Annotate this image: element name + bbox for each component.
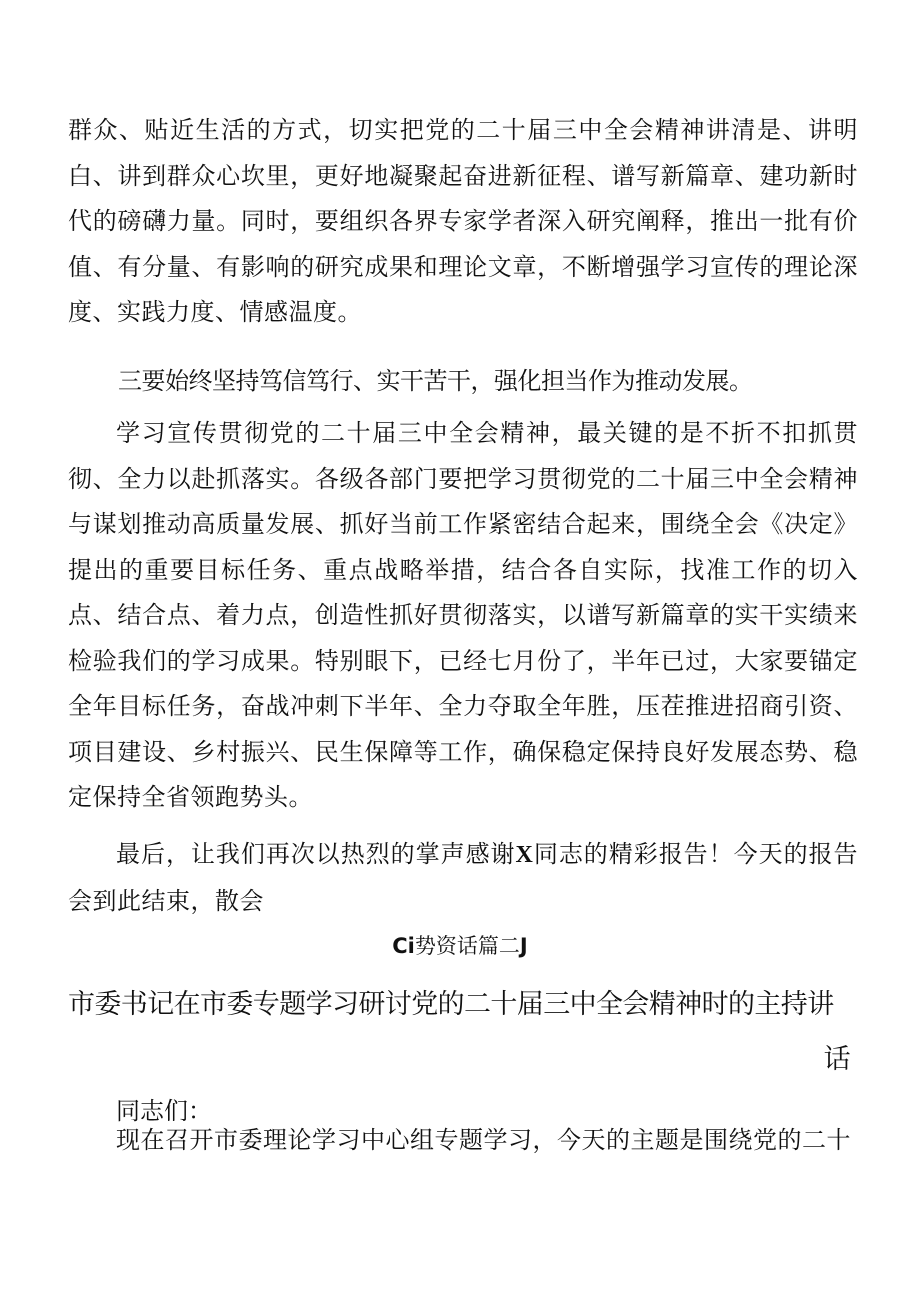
section-label-prefix: Ci [392, 934, 415, 958]
document-title-line1: 市委书记在市委专题学习研讨党的二十届三中全会精神时的主持讲 [68, 989, 834, 1020]
paragraph-closing [68, 832, 858, 924]
greeting: 同志们： [116, 1097, 212, 1125]
closing-text-end: 同志的精彩报告！今天的报告会到此结束，散会 [68, 840, 859, 915]
document-title-line2: 话 [823, 1044, 850, 1075]
section-label-suffix: J [519, 934, 528, 958]
section-label-middle: 势资话篇二 [414, 934, 520, 958]
closing-text-start: 最后，让我们再次以热烈的掌声感谢 [116, 840, 516, 868]
paragraph-implementation: 学习宣传贯彻党的二十届三中全会精神，最关键的是不折不扣抓贯彻、全力以赴抓落实。各级各部门要把学习贯彻党的二十届三中全会精神与谋划推动高质量发展、抓好当前工作紧密结合起来，围绕全会《决定》提出的重要目标任务、重点战略举措，结合各自实际，找准工作的切入点、结合点、着力点，创造性抓好贯彻落实，以谱写新篇章的实干实绩来检验我们的学习成果。特别眼下，已经七月份了，半年已过，大家要锚定全年目标任务，奋战冲刺下半年、全力夺取全年胜，压茬推进招商引资、项目建设、乡村振兴、民生保障等工作，确保稳定保持良好发展态势、稳定保持全省领跑势头。 [68, 419, 858, 811]
paragraph-continued: 群众、贴近生活的方式，切实把党的二十届三中全会精神讲清是、讲明白、讲到群众心坎里，更好地凝聚起奋进新征程、谱写新篇章、建功新时代的磅礴力量。同时，要组织各界专家学者深入研究阐释，推出一批有价值、有分量、有影响的研究成果和理论文章，不断增强学习宣传的理论深度、实践力度、情感温度。 [68, 116, 858, 326]
section-heading-three: 三要始终坚持笃信笃行、实干苦干，强化担当作为推动发展。 [118, 367, 753, 395]
closing-name-placeholder: X [515, 842, 534, 868]
section-label [0, 932, 920, 960]
paragraph-opening: 现在召开市委理论学习中心组专题学习，今天的主题是围绕党的二十 [116, 1126, 851, 1154]
document-title [68, 977, 850, 1087]
